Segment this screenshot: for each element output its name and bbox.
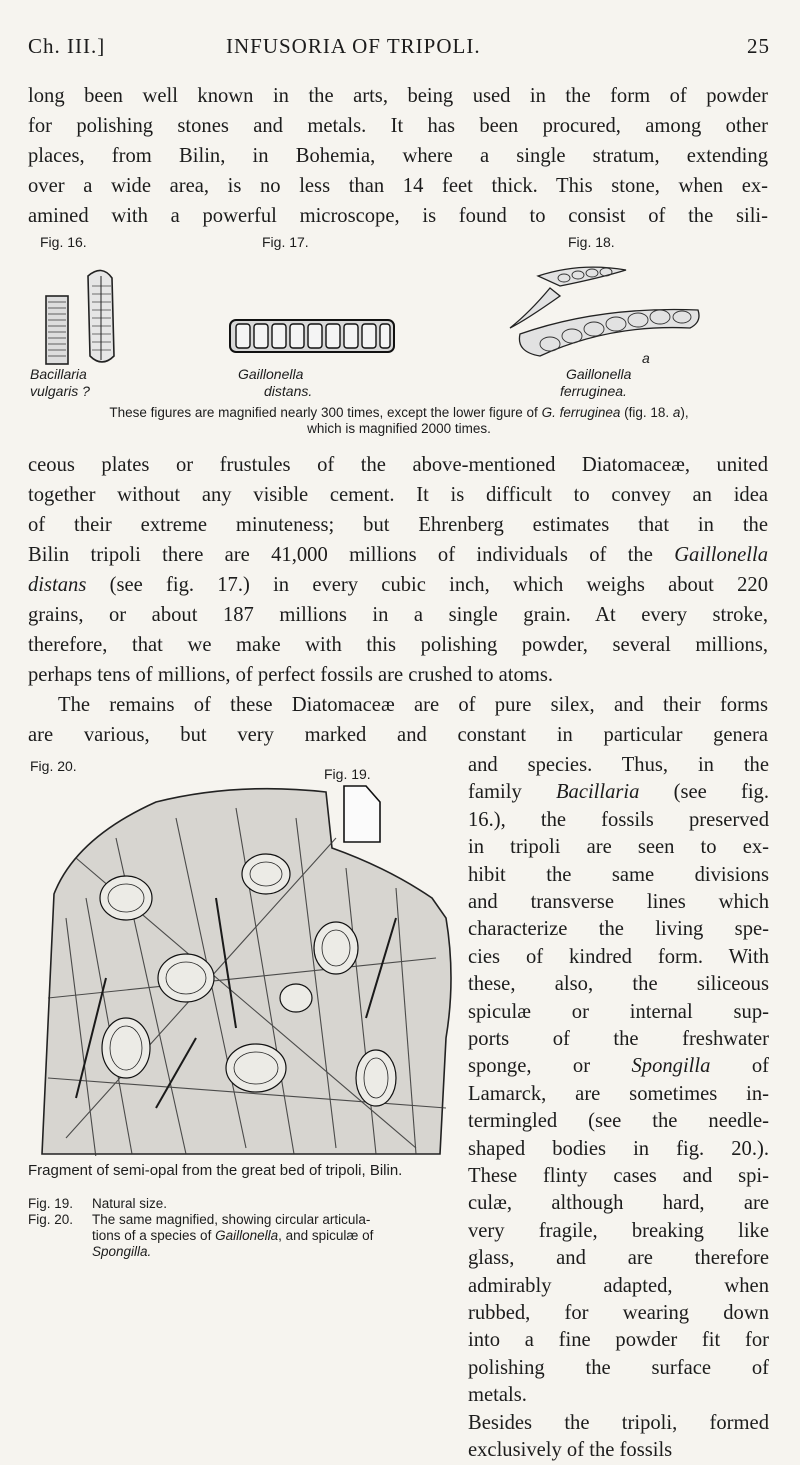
fig18-inner-letter: a	[642, 350, 650, 366]
text-line: distans (see fig. 17.) in every cubic inch, which weighs about 220	[28, 574, 768, 596]
page-title: INFUSORIA OF TRIPOLI.	[226, 34, 481, 58]
fig20-main-caption: Fragment of semi-opal from the great bed of tripoli, Bilin.	[28, 1162, 403, 1179]
text-line: perhaps tens of millions, of perfect fossils are crushed to atoms.	[28, 664, 554, 686]
text-line: amined with a powerful microscope, is found to consist of the sili-	[28, 205, 768, 227]
top-figures-caption-2: which is magnified 2000 times.	[307, 421, 491, 436]
top-figures-caption-1: These figures are magnified nearly 300 times, except the lower figure of G. ferruginea (fig. 18. a),	[109, 405, 689, 420]
fig17-gaillonella-distans-illustration	[228, 316, 396, 356]
side-column-line: glass, and are therefore	[468, 1247, 769, 1270]
text-line: therefore, that we make with this polishing powder, several millions,	[28, 634, 768, 656]
side-column-line: shaped bodies in fig. 20.).	[468, 1137, 769, 1160]
side-column-line: Lamarck, are sometimes in-	[468, 1082, 769, 1105]
fig17-name-1: Gaillonella	[238, 366, 304, 382]
fig18-label: Fig. 18.	[568, 234, 615, 250]
fig16-name-1: Bacillaria	[30, 366, 87, 382]
side-column-line: admirably adapted, when	[468, 1274, 769, 1297]
fig18-name-1: Gaillonella	[566, 366, 632, 382]
side-column-line: metals.	[468, 1384, 527, 1407]
fig20-semi-opal-engraving	[36, 778, 464, 1156]
text-line: grains, or about 187 millions in a single grain. At every stroke,	[28, 604, 768, 626]
side-column-line: cies of kindred form. With	[468, 945, 769, 968]
text-line: ceous plates or frustules of the above-mentioned Diatomaceæ, united	[28, 454, 768, 476]
side-column-line: ports of the freshwater	[468, 1028, 769, 1050]
fig16-label: Fig. 16.	[40, 234, 87, 250]
side-column-line: sponge, or Spongilla of	[468, 1055, 769, 1078]
text-line: Bilin tripoli there are 41,000 millions of individuals of the Gaillonella	[28, 544, 768, 566]
paragraph-4-line: exclusively of the fossils	[468, 1439, 673, 1461]
side-column-line: characterize the living spe-	[468, 918, 769, 941]
fig16-bacillaria-illustration	[32, 256, 132, 368]
text-line: over a wide area, is no less than 14 feet thick. This stone, when ex-	[28, 175, 768, 197]
fig20-ref: Fig. 20.	[28, 1212, 74, 1227]
fig16-name-2: vulgaris ?	[30, 383, 90, 399]
text-line: The remains of these Diatomaceæ are of pure silex, and their forms	[58, 694, 768, 716]
side-column-line: these, also, the siliceous	[468, 973, 769, 996]
text-line: of their extreme minuteness; but Ehrenberg estimates that in the	[28, 514, 768, 536]
side-column-line: very fragile, breaking like	[468, 1219, 769, 1242]
side-column-line: into a fine powder fit for	[468, 1329, 769, 1352]
side-column-line: and transverse lines which	[468, 891, 769, 913]
page-number: 25	[747, 34, 770, 58]
side-column-line: in tripoli are seen to ex-	[468, 836, 769, 859]
side-column-line: termingled (see the needle-	[468, 1110, 769, 1133]
text-line: long been well known in the arts, being used in the form of powder	[28, 85, 768, 107]
fig20-legend-1: The same magnified, showing circular articula-	[92, 1212, 371, 1227]
side-column-line: rubbed, for wearing down	[468, 1302, 769, 1324]
side-column-line: 16.), the fossils preserved	[468, 808, 769, 831]
text-line: are various, but very marked and constant in particular genera	[28, 724, 768, 746]
fig19-ref: Fig. 19.	[28, 1196, 74, 1211]
side-column-line: and species. Thus, in the	[468, 754, 769, 776]
side-column-line: spiculæ or internal sup-	[468, 1000, 769, 1023]
paragraph-4-line: Besides the tripoli, formed	[468, 1411, 769, 1434]
side-column-line: family Bacillaria (see fig.	[468, 781, 769, 804]
fig19-legend: Natural size.	[92, 1196, 168, 1211]
running-head	[28, 34, 770, 68]
fig20-label: Fig. 20.	[30, 758, 77, 774]
text-line: for polishing stones and metals. It has been procured, among other	[28, 115, 768, 137]
fig18-gaillonella-ferruginea-illustration	[490, 252, 714, 364]
side-column-line: hibit the same divisions	[468, 863, 769, 886]
fig19-label: Fig. 19.	[324, 766, 371, 782]
side-column-line: polishing the surface of	[468, 1356, 769, 1379]
fig18-name-2: ferruginea.	[560, 383, 627, 399]
fig20-legend-3: Spongilla.	[92, 1244, 152, 1259]
fig17-name-2: distans.	[264, 383, 313, 399]
text-line: together without any visible cement. It is difficult to convey an idea	[28, 484, 768, 506]
fig17-label: Fig. 17.	[262, 234, 309, 250]
fig20-legend-2: tions of a species of Gaillonella, and spiculæ of	[92, 1228, 374, 1243]
chapter-marker: Ch. III.]	[28, 34, 106, 58]
text-line: places, from Bilin, in Bohemia, where a single stratum, extending	[28, 145, 768, 167]
side-column-line: These flinty cases and spi-	[468, 1165, 769, 1187]
side-column-line: culæ, although hard, are	[468, 1192, 769, 1215]
